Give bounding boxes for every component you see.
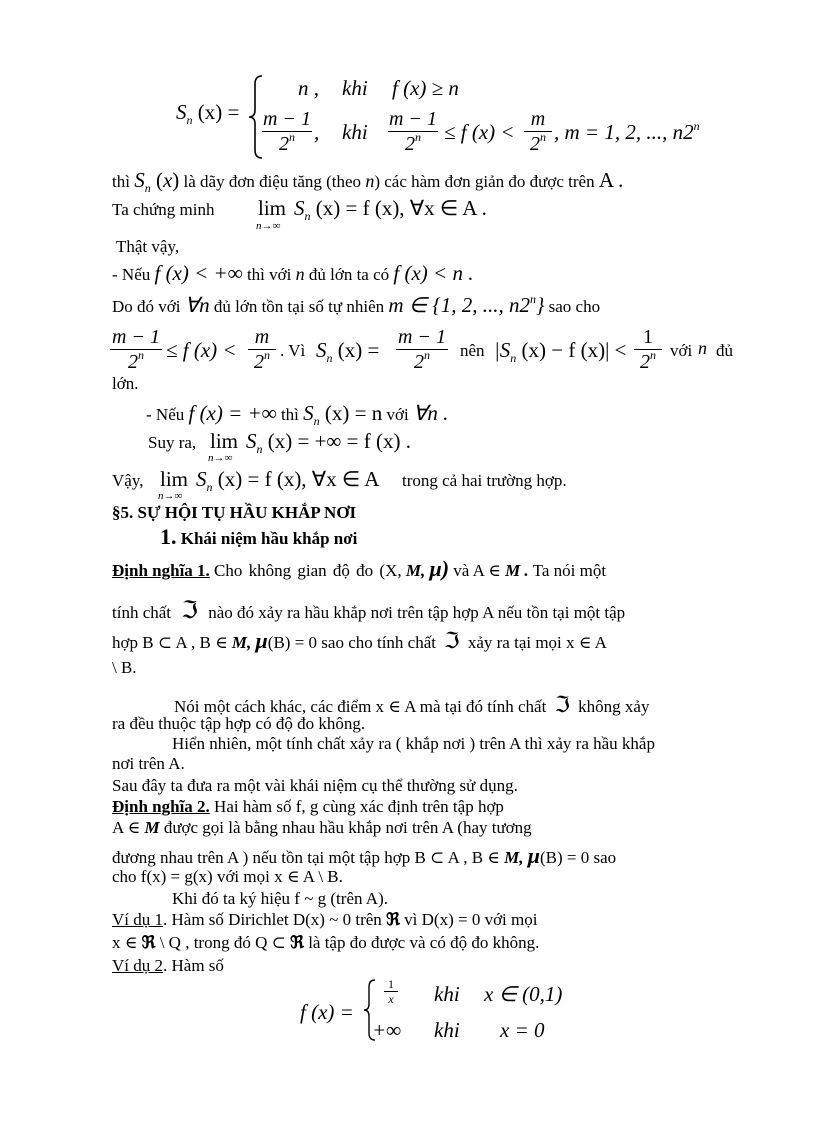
lim-subscript: n→∞ — [256, 220, 281, 232]
ex2-r1-khi: khi — [434, 982, 460, 1006]
line-indeed: Thật vậy, — [116, 237, 180, 256]
line-lon: lớn. — [112, 374, 139, 393]
lim-subscript-3: n→∞ — [158, 490, 183, 502]
line-prove-limit: Ta chứng minh — [112, 200, 215, 219]
def2-line2: A ∈ M được gọi là bằng nhau hầu khắp nơi trên A (hay tương — [112, 818, 532, 837]
row1-condition: f (x) ≥ n — [392, 76, 459, 100]
para3: Sau đây ta đưa ra một vài khái niệm cụ thể thường sử dụng. — [112, 776, 518, 795]
ineq-mid: ≤ f (x) < — [166, 338, 237, 362]
limit-expression: $S_n$ (x) = f (x), ∀x ∈ A . — [294, 196, 487, 223]
row2-fraction: m − 1 2$^n$ — [263, 108, 311, 155]
ineq-voi: với — [670, 341, 693, 360]
line-conclusion-label: Vậy, — [112, 471, 144, 490]
line-conclusion-tail: trong cả hai trường hợp. — [402, 471, 567, 490]
row2-comma: , — [314, 120, 320, 144]
def1-line2: tính chất ℑ nào đó xảy ra hầu khắp nơi trên tập hợp A nếu tồn tại một tập — [112, 598, 626, 624]
row2-tail: , m = 1, 2, ..., n2$^n$ — [554, 119, 700, 144]
ex1-line2: x ∈ ℜ \ Q , trong đó Q ⊂ ℜ là tập đo được và có độ đo không. — [112, 933, 540, 953]
def1-line1: Định nghĩa 1. Cho không gian độ đo (X, M, μ) và A ∈ M . Ta nói một — [112, 556, 607, 581]
para2-line2: nơi trên A. — [112, 754, 185, 773]
ex2-r2-val: +∞ — [372, 1018, 402, 1042]
row2-fraction-m: m 2$^n$ — [524, 108, 552, 157]
ineq-vi: . Vì — [280, 341, 306, 360]
row1-value: n , — [298, 76, 319, 100]
ineq-fraction-1: m − 1 2$^n$ — [110, 326, 162, 375]
ineq-sn-eq: $S_n$ (x) = — [316, 338, 380, 365]
ineq-n: n — [698, 338, 707, 358]
ex2-fraction: 1 x — [384, 978, 398, 1005]
lim-operator: lim — [258, 196, 287, 220]
lim-operator-2: lim — [210, 429, 239, 453]
ineq-fraction-3: m − 1 2$^n$ — [396, 326, 448, 375]
line-case-finite: - Nếu f (x) < +∞ thì với n đủ lớn ta có f (x) < n . — [112, 261, 474, 285]
def1-line3: hợp B ⊂ A , B ∈ M, μ(B) = 0 sao cho tính chất ℑ xảy ra tại mọi x ∈ A — [112, 628, 607, 653]
ex2-r2-cond: x = 0 — [500, 1018, 545, 1042]
lim-operator-3: lim — [160, 467, 189, 491]
ex2-line1: Ví dụ 2. Hàm số — [112, 956, 224, 975]
ineq-fraction-4: 1 2$^n$ — [634, 326, 662, 375]
ineq-fraction-2: m 2$^n$ — [248, 326, 276, 375]
limit-expression-3: $S_n$ (x) = f (x), ∀x ∈ A — [196, 467, 380, 494]
line-case-infinite: - Nếu f (x) = +∞ thì $S_n$ (x) = n với ∀n . — [146, 401, 449, 428]
def2-line3: đương nhau trên A ) nếu tồn tại một tập hợp B ⊂ A , B ∈ M, μ(B) = 0 sao — [112, 843, 617, 868]
ex2-r2-khi: khi — [434, 1018, 460, 1042]
ex1-line1: Ví dụ 1. Hàm số Dirichlet D(x) ~ 0 trên ℜ vì D(x) = 0 với mọi — [112, 910, 538, 930]
def1-line4: \ B. — [112, 658, 137, 677]
ineq-abs: $|S_n$ (x) − f (x)| < — [494, 338, 627, 365]
row1-khi: khi — [342, 76, 368, 100]
line-exists-m: Do đó với ∀n đủ lớn tồn tại số tự nhiên m ∈ {1, 2, ..., n2$^n$} sao cho — [112, 292, 601, 317]
property-icon: ℑ — [181, 598, 198, 624]
para1-line2: ra đều thuộc tập hợp có độ đo không. — [112, 714, 366, 733]
formula-lhs: $S_n$ (x) = — [176, 100, 240, 127]
row2-cond-fraction: m − 1 2$^n$ — [389, 108, 437, 155]
row2-khi: khi — [342, 120, 368, 144]
para2-line1: Hiển nhiên, một tính chất xảy ra ( khắp nơi ) trên A thì xảy ra hầu khắp — [172, 734, 655, 753]
ineq-du: đủ — [716, 341, 733, 360]
ex2-lhs: f (x) = — [300, 1000, 354, 1024]
line-hence-label: Suy ra, — [148, 433, 197, 452]
def2-line5: Khi đó ta ký hiệu f ~ g (trên A). — [172, 889, 388, 908]
para1-line1: Nói một cách khác, các điểm x ∈ A mà tại đó tính chất ℑ không xảy — [174, 692, 650, 717]
line-monotone: thì $S_n$ (x) là dãy đơn điệu tăng (theo n) các hàm đơn giản đo được trên A . — [112, 168, 624, 195]
limit-expression-2: $S_n$ (x) = +∞ = f (x) . — [246, 429, 411, 456]
def1-label: Định nghĩa 1. — [112, 561, 210, 580]
ineq-nen: nên — [460, 341, 485, 360]
def2-line1: Định nghĩa 2. Hai hàm số f, g cùng xác định trên tập hợp — [112, 797, 504, 816]
ex2-r1-cond: x ∈ (0,1) — [484, 982, 563, 1006]
def2-line4: cho f(x) = g(x) với mọi x ∈ A \ B. — [112, 867, 343, 886]
lim-subscript-2: n→∞ — [208, 452, 233, 464]
subsection-heading: 1. Khái niệm hầu khắp nơi — [160, 524, 358, 549]
section-heading: §5. SỰ HỘI TỤ HẦU KHẮP NƠI — [112, 503, 357, 522]
row2-cond-mid: ≤ f (x) < — [444, 120, 515, 144]
